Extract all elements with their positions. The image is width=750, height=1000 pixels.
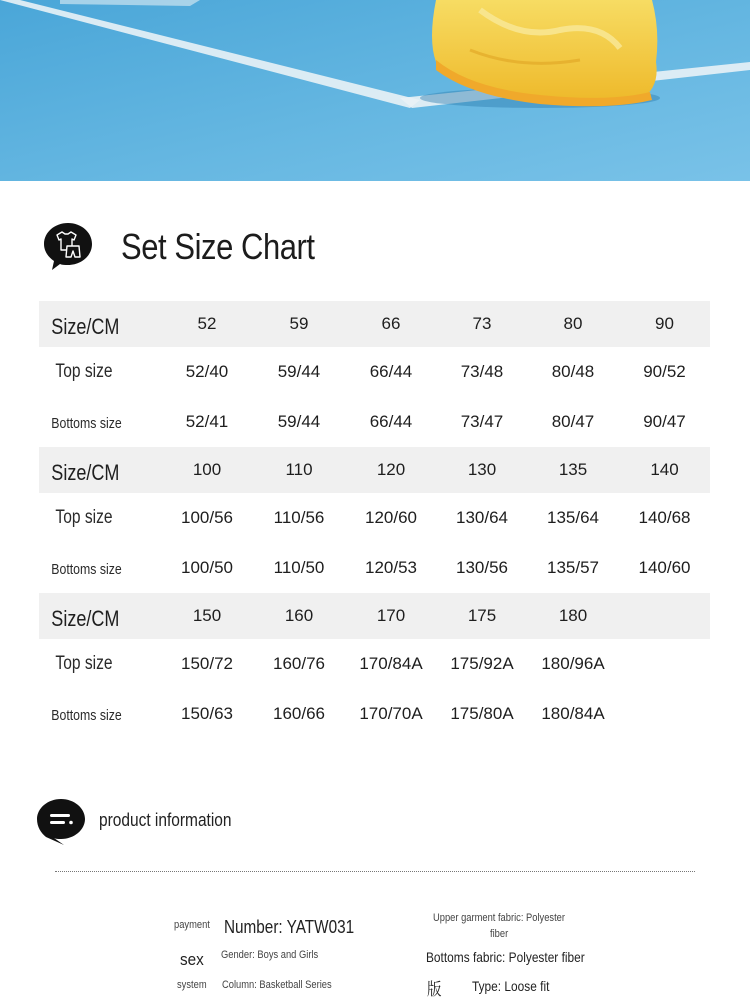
bottoms-size-label: Bottoms size [51, 561, 122, 578]
payment-label: payment [174, 919, 210, 931]
bottoms-size-cell: 73/47 [460, 412, 504, 431]
size-chart-title: Set Size Chart [121, 226, 315, 267]
product-number: Number: YATW031 [224, 917, 355, 937]
size-cell: 135 [527, 447, 619, 493]
size-cell [619, 593, 710, 639]
size-cell: 180 [527, 593, 619, 639]
bottoms-size-cell: 52/41 [185, 412, 229, 431]
size-cell: 150 [161, 593, 253, 639]
size-header-row [39, 301, 710, 347]
size-header-row [39, 593, 710, 639]
bottoms-size-cell: 160/66 [273, 704, 325, 723]
clothing-bubble-icon [43, 221, 95, 276]
size-cell: 130 [437, 447, 527, 493]
top-size-cell: 180/96A [541, 654, 605, 673]
bottoms-size-cell: 80/47 [551, 412, 595, 431]
size-cell: 100 [161, 447, 253, 493]
top-size-row [39, 639, 710, 689]
size-cell: 52 [161, 301, 253, 347]
product-information-title: product information [99, 810, 232, 830]
bottoms-size-cell: 66/44 [369, 412, 413, 431]
section-divider [55, 871, 695, 872]
size-cell: 140 [619, 447, 710, 493]
system-label: system [177, 979, 207, 991]
bottoms-size-cell [619, 689, 710, 739]
bottoms-size-label: Bottoms size [51, 415, 122, 432]
top-size-cell: 100/56 [181, 508, 233, 527]
size-cell: 160 [253, 593, 345, 639]
top-size-cell: 59/44 [277, 362, 321, 381]
size-cell: 59 [253, 301, 345, 347]
upper-fabric-line1: Upper garment fabric: Polyester [433, 912, 566, 924]
top-size-cell: 52/40 [185, 362, 229, 381]
top-size-cell: 80/48 [551, 362, 595, 381]
fit-type-value: Type: Loose fit [472, 978, 550, 994]
bottoms-size-row [39, 543, 710, 593]
bottoms-size-row [39, 689, 710, 739]
top-size-cell: 66/44 [369, 362, 413, 381]
bottoms-size-cell: 120/53 [365, 558, 417, 577]
bottoms-size-cell: 180/84A [541, 704, 605, 723]
size-cell: 80 [527, 301, 619, 347]
size-cm-label: Size/CM [51, 606, 120, 631]
bottoms-size-cell: 140/60 [638, 558, 691, 577]
size-chart-table [39, 301, 710, 739]
top-size-cell: 175/92A [450, 654, 514, 673]
bottoms-size-cell: 175/80A [450, 704, 514, 723]
sex-label: sex [180, 950, 204, 969]
top-size-label: Top size [55, 653, 113, 674]
hero-product-photo [0, 0, 750, 181]
bottoms-fabric-value: Bottoms fabric: Polyester fiber [426, 949, 585, 965]
top-size-row [39, 347, 710, 397]
top-size-cell: 135/64 [547, 508, 599, 527]
size-cell: 66 [345, 301, 437, 347]
size-cell: 175 [437, 593, 527, 639]
size-cm-label: Size/CM [51, 314, 120, 339]
top-size-label: Top size [55, 361, 113, 382]
top-size-cell: 150/72 [181, 654, 233, 673]
top-size-cell [619, 639, 710, 689]
basketball-shoe-photo [0, 0, 750, 181]
top-size-cell: 170/84A [359, 654, 423, 673]
bottoms-size-cell: 90/47 [643, 412, 686, 431]
version-glyph: 版 [427, 980, 442, 999]
size-header-row [39, 447, 710, 493]
top-size-cell: 160/76 [273, 654, 325, 673]
chat-bubble-icon [37, 798, 87, 851]
size-cell: 73 [437, 301, 527, 347]
size-cell: 170 [345, 593, 437, 639]
size-cell: 110 [253, 447, 345, 493]
gender-value: Gender: Boys and Girls [221, 949, 319, 961]
size-cm-label: Size/CM [51, 460, 120, 485]
upper-fabric-line2: fiber [490, 928, 509, 940]
bottoms-size-cell: 100/50 [181, 558, 233, 577]
column-value: Column: Basketball Series [222, 979, 332, 991]
top-size-cell: 73/48 [460, 362, 504, 381]
top-size-row [39, 493, 710, 543]
top-size-cell: 140/68 [638, 508, 691, 527]
top-size-cell: 120/60 [365, 508, 417, 527]
bottoms-size-cell: 110/50 [273, 558, 325, 577]
size-cell: 90 [619, 301, 710, 347]
bottoms-size-cell: 170/70A [359, 704, 423, 723]
top-size-cell: 130/64 [456, 508, 508, 527]
top-size-label: Top size [55, 507, 113, 528]
top-size-cell: 90/52 [643, 362, 686, 381]
bottoms-size-cell: 130/56 [456, 558, 508, 577]
bottoms-size-row [39, 397, 710, 447]
bottoms-size-cell: 59/44 [277, 412, 321, 431]
bottoms-size-label: Bottoms size [51, 707, 122, 724]
bottoms-size-cell: 150/63 [181, 704, 233, 723]
bottoms-size-cell: 135/57 [547, 558, 599, 577]
size-cell: 120 [345, 447, 437, 493]
top-size-cell: 110/56 [273, 508, 325, 527]
